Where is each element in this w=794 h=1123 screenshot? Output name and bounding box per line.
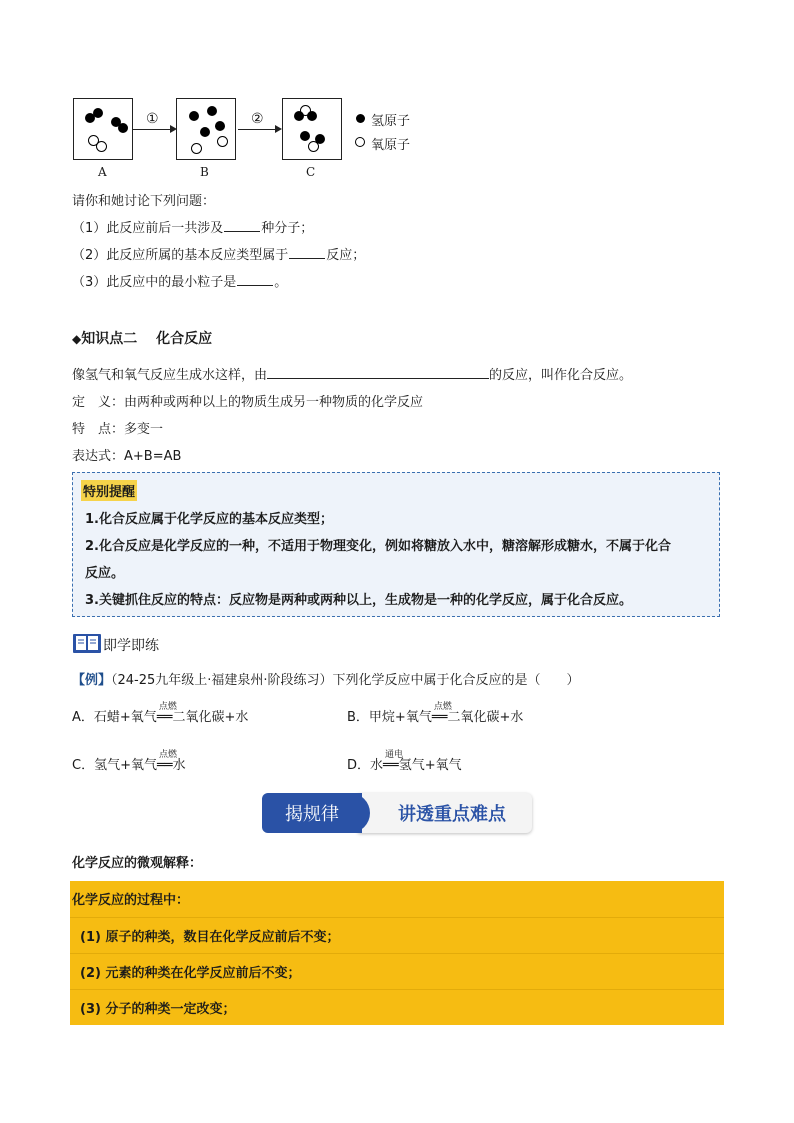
question-3-pre: （3）此反应中的最小粒子是 — [72, 275, 237, 290]
knowledge-intro-post: 的反应，叫作化合反应。 — [489, 368, 633, 383]
option-d-products: 氢气+氧气 — [398, 758, 462, 773]
question-1 — [72, 217, 313, 236]
option-b[interactable]: B．甲烷+氧气 点燃 ══二氧化碳+水 — [347, 706, 523, 725]
knowledge-intro — [72, 364, 632, 383]
special-reminder-tag: 特别提醒 — [81, 480, 137, 501]
option-d-condition: 通电 — [385, 750, 404, 760]
special-reminder-box — [72, 472, 720, 617]
option-c-letter: C． — [72, 758, 95, 773]
question-3-blank[interactable] — [237, 273, 273, 286]
hydrogen-atom — [189, 111, 199, 121]
question-1-pre: （1）此反应前后一共涉及 — [72, 221, 224, 236]
question-1-post: 种分子； — [261, 221, 314, 236]
reminder-line-1: 1.化合反应属于化学反应的基本反应类型； — [85, 512, 333, 527]
arrow-1 — [133, 129, 171, 130]
knowledge-feature: 特 点：多变一 — [72, 422, 164, 437]
option-c[interactable]: C．氢气+氧气 点燃 ══水 — [72, 754, 186, 773]
option-b-reactants: 甲烷+氧气 — [368, 710, 432, 725]
reminder-line-2a: 2.化合反应是化学反应的一种，不适用于物理变化，例如将糖放入水中，糖溶解形成糖水，不属于化合 — [85, 539, 671, 554]
knowledge-intro-pre: 像氢气和氧气反应生成水这样，由 — [72, 368, 268, 383]
banner-left: 揭规律 — [262, 793, 362, 833]
state-b-label: B — [200, 165, 209, 179]
oxygen-atom — [217, 136, 228, 147]
hydrogen-atom — [300, 131, 310, 141]
banner-right: 讲透重点难点 — [358, 793, 532, 833]
state-c-box — [282, 98, 342, 160]
section-banner — [262, 793, 532, 833]
practice-label: 即学即练 — [103, 638, 159, 654]
question-2 — [72, 244, 365, 263]
hydrogen-atom — [118, 123, 128, 133]
hydrogen-atom — [207, 106, 217, 116]
micro-item-3: (3) 分子的种类一定改变； — [70, 989, 724, 1025]
legend-hydrogen-label: 氢原子 — [371, 114, 411, 129]
hydrogen-atom — [200, 127, 210, 137]
hydrogen-atom — [93, 108, 103, 118]
question-2-post: 反应； — [326, 248, 366, 263]
example-tag: 【例】 — [72, 673, 112, 688]
oxygen-atom — [308, 141, 319, 152]
micro-explanation-title: 化学反应的微观解释： — [72, 856, 203, 871]
option-b-products: 二氧化碳+水 — [447, 710, 524, 725]
option-d[interactable]: D．水 通电 ══氢气+氧气 — [347, 754, 462, 773]
oxygen-atom — [96, 141, 107, 152]
legend-oxygen-label: 氧原子 — [371, 138, 411, 153]
state-b-box — [176, 98, 236, 160]
question-3-post: 。 — [274, 275, 288, 290]
option-a-condition: 点燃 — [158, 702, 177, 712]
knowledge-point-title — [72, 328, 212, 348]
question-3 — [72, 271, 287, 290]
micro-item-2: (2) 元素的种类在化学反应前后不变； — [70, 953, 724, 989]
knowledge-intro-blank[interactable] — [267, 366, 489, 379]
reminder-line-3: 3.关键抓住反应的特点：反应物是两种或两种以上，生成物是一种的化学反应，属于化合反应。 — [85, 593, 632, 608]
state-c-label: C — [306, 165, 316, 179]
option-b-condition: 点燃 — [433, 702, 452, 712]
micro-header-row: 化学反应的过程中： — [70, 881, 724, 917]
option-d-reactants: 水 — [370, 758, 384, 773]
arrow-2-head — [275, 125, 282, 133]
hydrogen-atom — [215, 121, 225, 131]
option-d-letter: D． — [347, 758, 371, 773]
question-2-pre: （2）此反应所属的基本反应类型属于 — [72, 248, 289, 263]
hydrogen-atom — [307, 111, 317, 121]
book-icon — [73, 633, 101, 653]
micro-item-1: (1) 原子的种类，数目在化学反应前后不变； — [70, 917, 724, 953]
step-2-label: ② — [251, 111, 264, 127]
question-1-blank[interactable] — [224, 219, 260, 232]
state-a-label: A — [98, 165, 107, 179]
state-a-box — [73, 98, 133, 160]
knowledge-point-title-text: 知识点二 化合反应 — [81, 331, 213, 347]
step-1-label: ① — [146, 111, 159, 127]
option-a[interactable]: A．石蜡+氧气 点燃 ══二氧化碳+水 — [72, 706, 248, 725]
option-b-letter: B． — [347, 710, 369, 725]
knowledge-definition: 定 义：由两种或两种以上的物质生成另一种物质的化学反应 — [72, 395, 424, 410]
arrow-2 — [238, 129, 276, 130]
option-a-letter: A． — [72, 710, 94, 725]
option-c-reactants: 氢气+氧气 — [94, 758, 157, 773]
option-a-products: 二氧化碳+水 — [172, 710, 249, 725]
option-c-condition: 点燃 — [158, 750, 177, 760]
option-c-products: 水 — [172, 758, 186, 773]
legend-oxygen-icon — [355, 137, 365, 147]
example-question — [72, 669, 580, 688]
hydrogen-atom — [294, 111, 304, 121]
questions-intro: 请你和她讨论下列问题： — [72, 194, 216, 209]
legend-hydrogen-icon — [356, 114, 365, 123]
example-text: （24-25九年级上·福建泉州·阶段练习）下列化学反应中属于化合反应的是（ ） — [111, 673, 580, 688]
reminder-line-2b: 反应。 — [85, 566, 125, 581]
question-2-blank[interactable] — [289, 246, 325, 259]
knowledge-expression: 表达式：A+B=AB — [72, 449, 182, 464]
option-a-reactants: 石蜡+氧气 — [93, 710, 157, 725]
oxygen-atom — [191, 143, 202, 154]
diamond-icon: ◆ — [72, 332, 82, 346]
